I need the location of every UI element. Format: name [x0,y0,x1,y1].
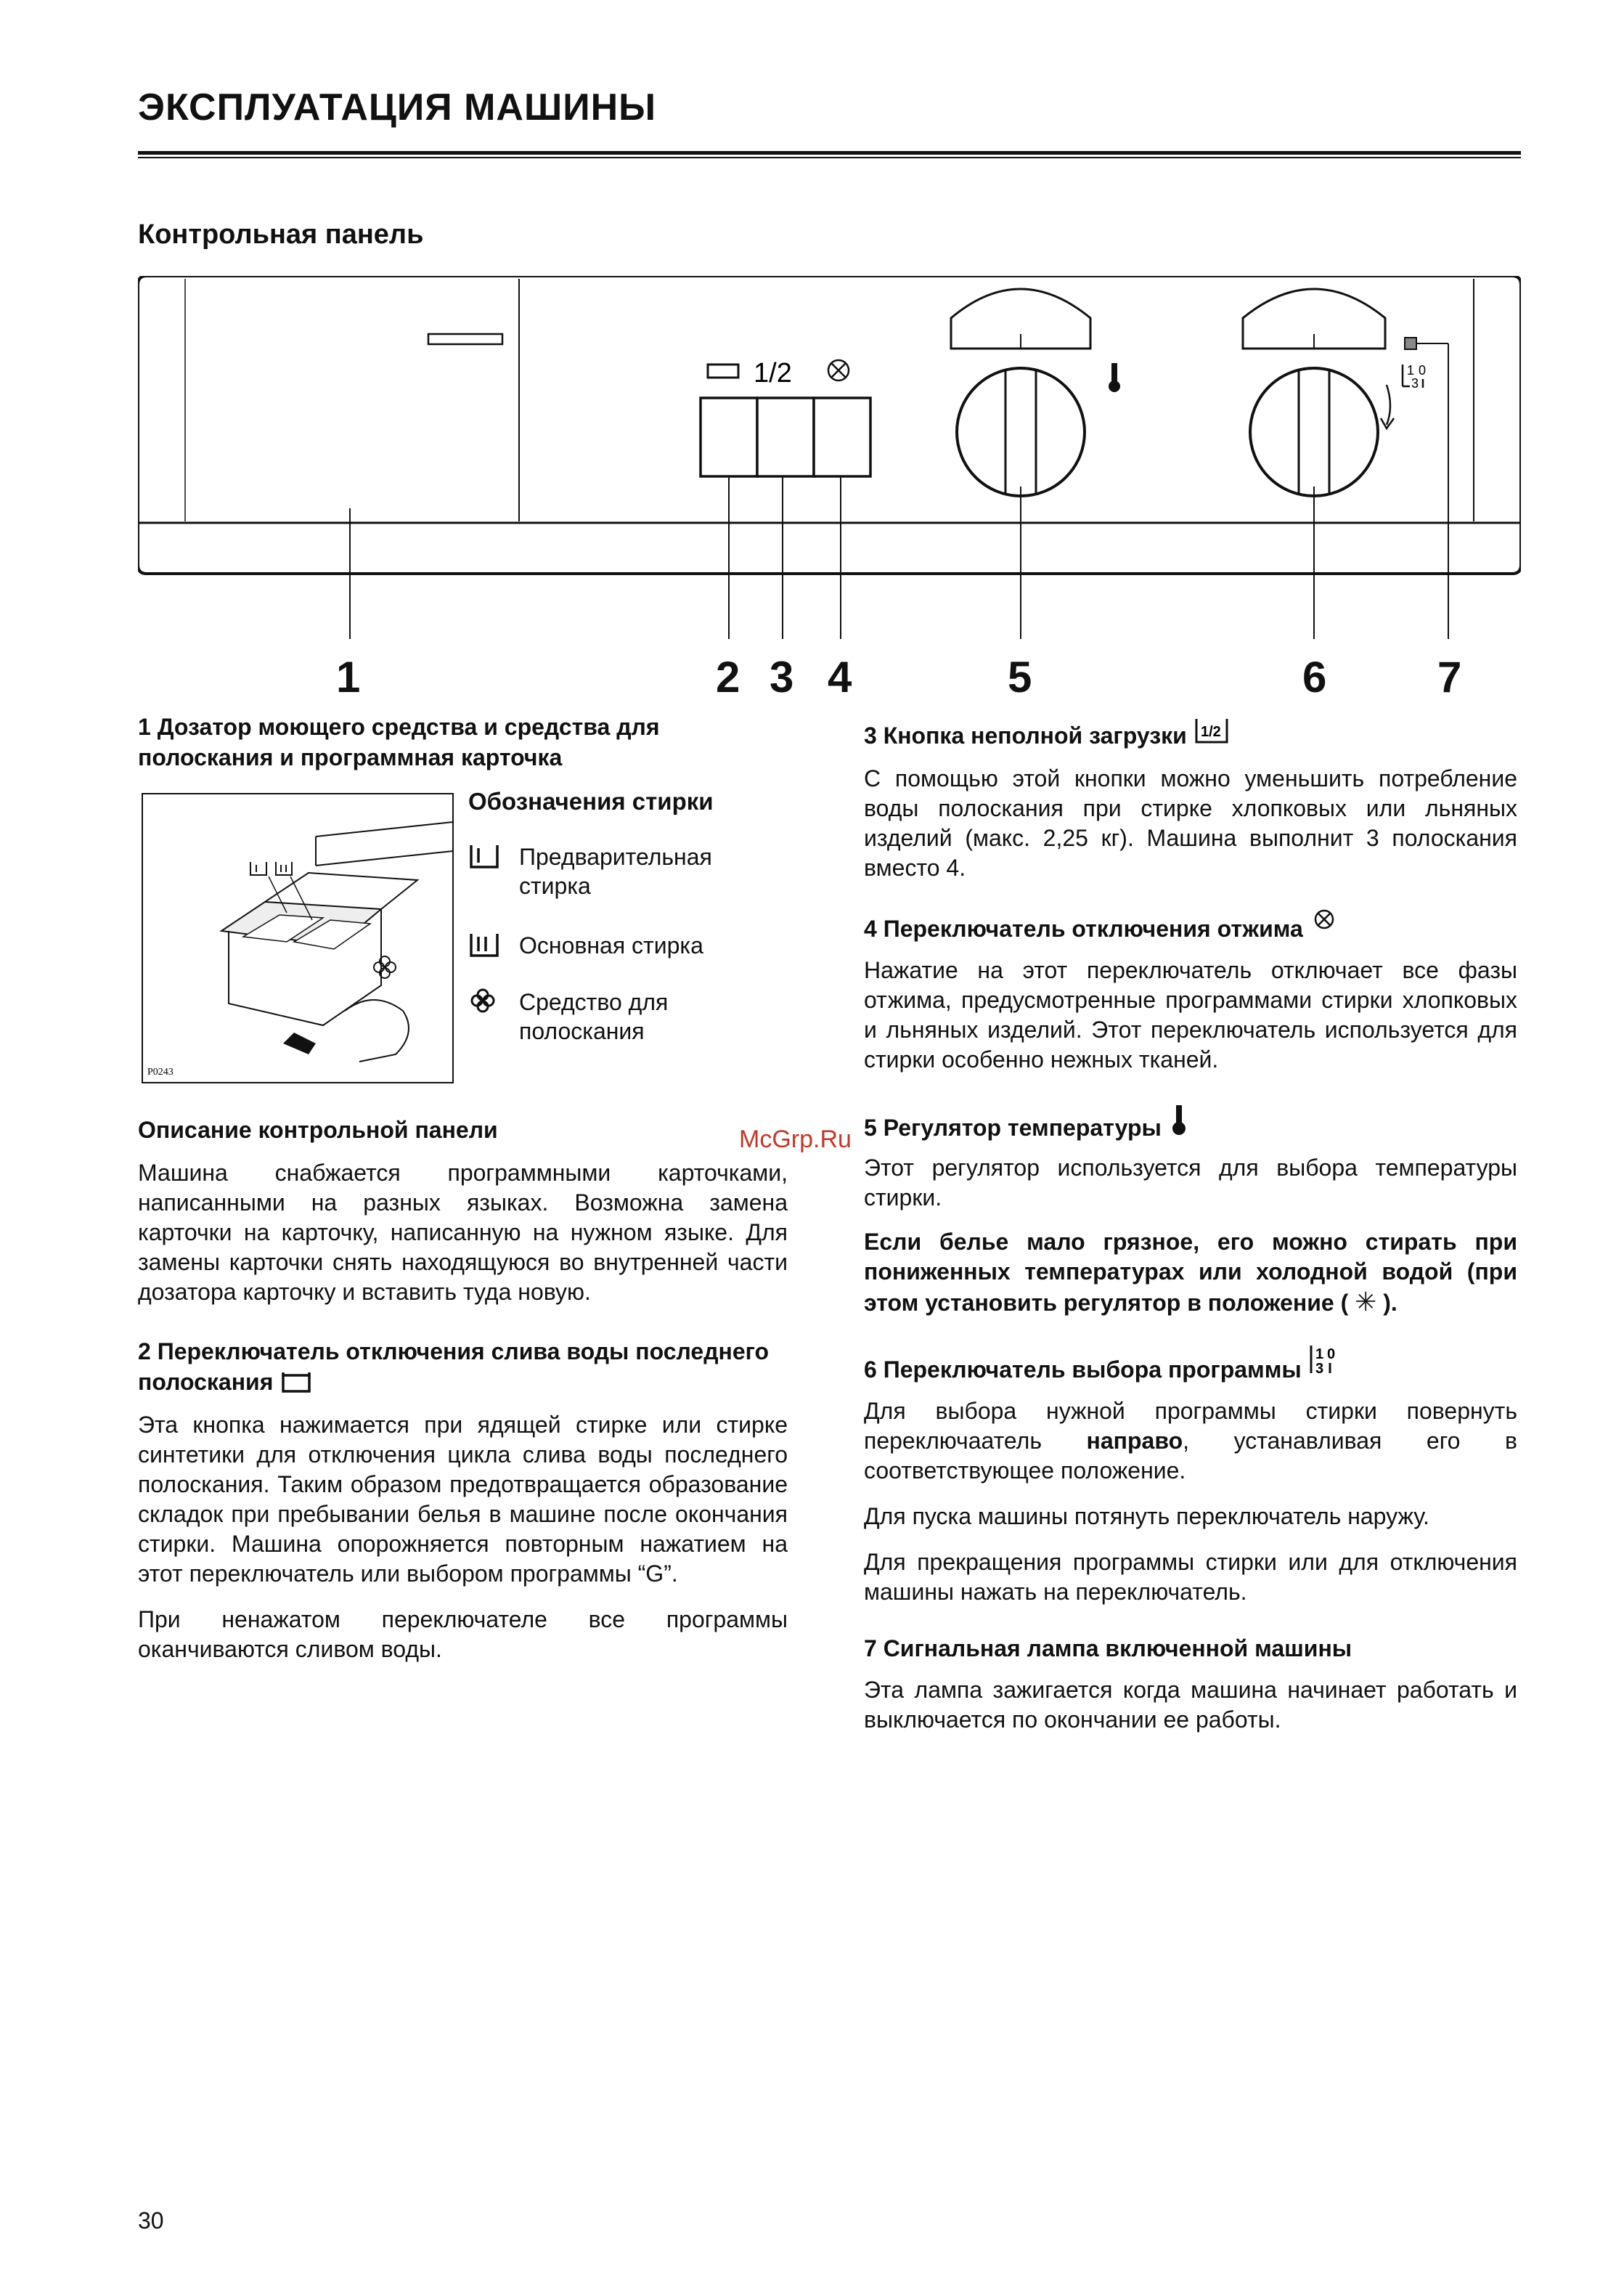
svg-text:0: 0 [1326,1346,1335,1362]
spin-off-icon [1310,908,1339,937]
section-6-text-3: Для прекращения программы стирки или для отключения машины нажать на переключатель. [864,1549,1517,1605]
section-2-heading: 2 Переключатель отключения слива воды последнего полоскания [138,1338,770,1395]
page-number: 30 [138,2207,164,2234]
spin-off-button [814,398,870,476]
legend-item-prewash: Предварительная стирка [468,842,780,900]
mainwash-icon [468,931,519,966]
program-selector-icon [1308,1344,1342,1380]
section-7-text: Эта лампа зажигается когда машина начинает работать и выключается по окончании ее работы. [864,1677,1517,1733]
legend-item-mainwash: Основная стирка [468,931,780,966]
svg-text:1/2: 1/2 [1200,724,1221,740]
section-6-text-1: Для выбора нужной программы стирки повернуть переключаатель направо, устанавливая его в соответствующее положение. [864,1398,1517,1484]
section-2-text: Эта кнопка нажимается при ядящей стирке или стирке синтетики для отключения цикла слива воды последнего полоскания. Таким образом предотвращается образование складок при пребывании белья в машине после окончания стирки. Машина опорожняется повторным нажатием на этот переключатель или выбором программы “G”. [138,1412,788,1587]
section-7-heading: 7 Сигнальная лампа включенной машины [864,1635,1352,1661]
legend-item-softener: Средство для полоскания [468,988,780,1046]
drain-hold-icon [279,1370,313,1394]
callout-6: 6 [1302,653,1327,701]
half-load-label: 1/2 [754,358,792,388]
section-4-heading: 4 Переключатель отключения отжима [864,908,1517,944]
callout-7: 7 [1437,653,1462,701]
panel-description-heading: Описание контрольной панели [138,1117,498,1143]
watermark: McGrp.Ru [739,1126,852,1153]
svg-text:1: 1 [1315,1346,1323,1362]
panel-description-text: Машина снабжается программными карточками, написанными на разных языках. Возможна замена карточки на карточку, написанную на нужном языке. Для замены карточки снять находящуюся во внутренней части дозатора карточку и вставить туда новую. [138,1160,788,1305]
drain-hold-button [701,398,757,476]
callout-1: 1 [336,653,361,701]
callout-2: 2 [716,653,740,701]
section-2-note: При ненажатом переключателе все программы оканчиваются сливом воды. [138,1606,788,1662]
half-load-icon [1193,717,1231,746]
section-5-heading: 5 Регулятор температуры [864,1104,1517,1143]
dispenser-illustration [142,793,454,1083]
title-rule-bottom [138,157,1521,158]
section-1-heading: 1 Дозатор моющего средства и средства для полоскания и программная карточка [138,714,660,770]
section-6-text-2: Для пуска машины потянуть переключатель наружу. [864,1503,1429,1529]
temperature-icon [1168,1104,1190,1137]
softener-icon [468,988,519,1023]
page-title: ЭКСПЛУАТАЦИЯ МАШИНЫ [138,86,657,129]
program-knob [1250,368,1378,496]
svg-text:P0243: P0243 [147,1067,174,1078]
svg-text:3: 3 [1411,376,1419,391]
title-rule-top [138,151,1521,155]
callout-5: 5 [1008,653,1032,701]
legend-title: Обозначения стирки [468,788,714,815]
section-3-text: С помощью этой кнопки можно уменьшить потребление воды полоскания при стирке хлопковых или льняных изделий (макс. 2,25 кг). Машина выполнит 3 полоскания вместо 4. [864,765,1517,881]
prewash-icon [468,842,519,878]
power-indicator-lamp [1405,338,1416,349]
section-4-text: Нажатие на этот переключатель отключает все фазы отжима, предусмотренные программами стирки хлопковых и льняных изделий. Этот переключатель используется для стирки особенно нежных тканей. [864,957,1517,1073]
half-load-button [757,398,814,476]
section-6-heading: 6 Переключатель выбора программы 1 0 3 [864,1344,1517,1385]
section-subtitle: Контрольная панель [138,219,424,250]
svg-text:1: 1 [1407,363,1415,378]
callout-4: 4 [828,653,852,701]
section-5-text: Этот регулятор используется для выбора температуры стирки. [864,1155,1517,1210]
control-panel-diagram [138,276,1521,712]
section-3-heading: 3 Кнопка неполной загрузки 1/2 [864,717,1517,751]
svg-text:3: 3 [1315,1361,1323,1377]
callout-3: 3 [770,653,794,701]
temperature-knob [957,368,1085,496]
section-5-cold-wash-note: Если белье мало грязное, его можно стирать при пониженных температурах или холодной водой (при этом установить регулятор в положение ( ✳ ). [864,1229,1517,1317]
svg-text:0: 0 [1419,363,1427,378]
cold-wash-icon: ✳ [1355,1287,1377,1317]
dispenser-handle [428,334,502,344]
